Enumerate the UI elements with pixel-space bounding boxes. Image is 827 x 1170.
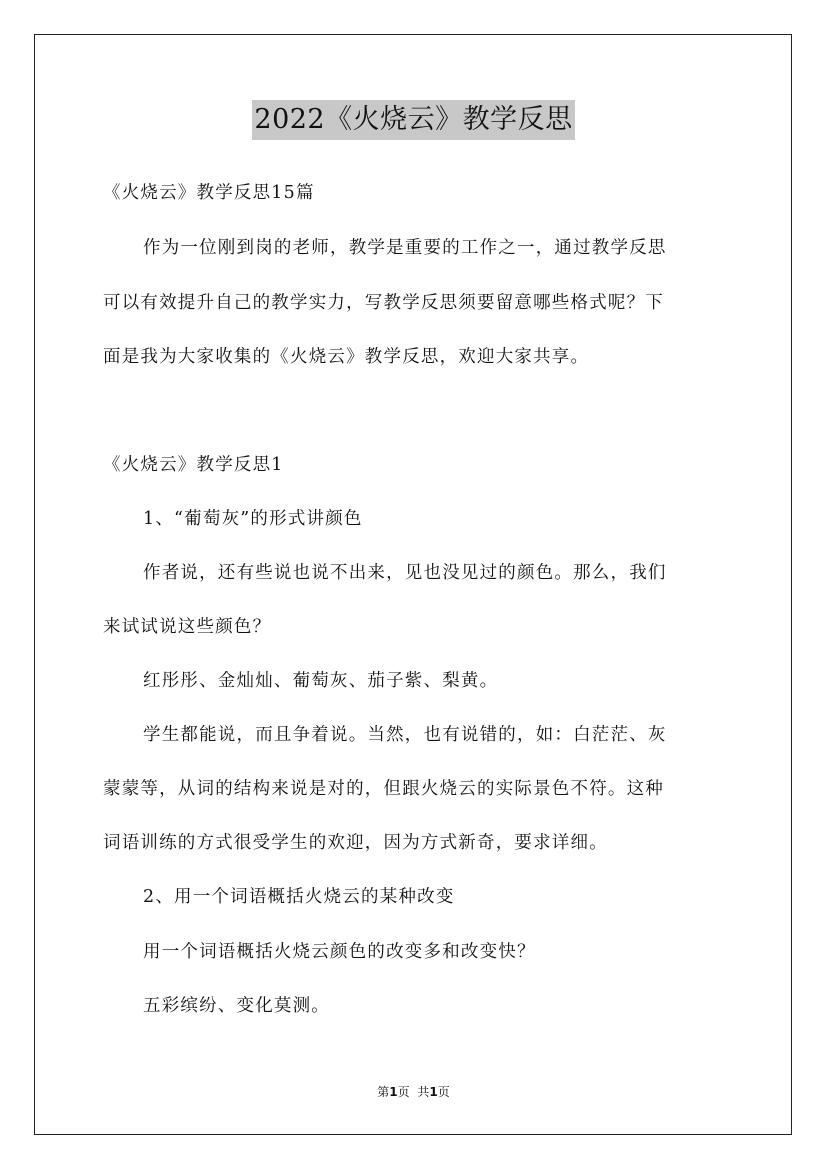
page-number: 1 <box>389 1085 398 1099</box>
paragraph-line: 作者说，还有些说也说不出来，见也没见过的颜色。那么，我们 <box>143 563 667 583</box>
page-footer <box>0 1084 827 1100</box>
section-heading: 《火烧云》教学反思1 <box>103 455 284 475</box>
title-wrap <box>0 100 827 140</box>
page-prefix: 第 <box>377 1085 390 1099</box>
paragraph-line: 学生都能说，而且争着说。当然，也有说错的，如：白茫茫、灰 <box>143 725 667 745</box>
document-title: 2022《火烧云》教学反思 <box>252 100 574 140</box>
page-suffix: 页 <box>397 1085 410 1099</box>
intro-line: 可以有效提升自己的教学实力，写教学反思须要留意哪些格式呢？下 <box>103 293 664 313</box>
item1-heading: 1、“葡萄灰”的形式讲颜色 <box>143 509 363 529</box>
total-prefix: 共 <box>417 1085 430 1099</box>
intro-line: 作为一位刚到岗的老师，教学是重要的工作之一，通过教学反思 <box>143 238 667 258</box>
paragraph-line: 蒙蒙等，从词的结构来说是对的，但跟火烧云的实际景色不符。这种 <box>103 779 664 799</box>
document-subtitle: 《火烧云》教学反思15篇 <box>103 183 315 203</box>
intro-line: 面是我为大家收集的《火烧云》教学反思，欢迎大家共享。 <box>103 347 590 367</box>
paragraph-line: 红彤彤、金灿灿、葡萄灰、茄子紫、梨黄。 <box>143 671 499 691</box>
paragraph-line: 词语训练的方式很受学生的欢迎，因为方式新奇，要求详细。 <box>103 833 608 853</box>
total-suffix: 页 <box>437 1085 450 1099</box>
paragraph-line: 用一个词语概括火烧云颜色的改变多和改变快？ <box>143 942 536 962</box>
total-pages: 1 <box>429 1085 438 1099</box>
paragraph-line: 来试试说这些颜色？ <box>103 617 272 637</box>
paragraph-line: 五彩缤纷、变化莫测。 <box>143 996 330 1016</box>
item2-heading: 2、用一个词语概括火烧云的某种改变 <box>143 887 455 907</box>
